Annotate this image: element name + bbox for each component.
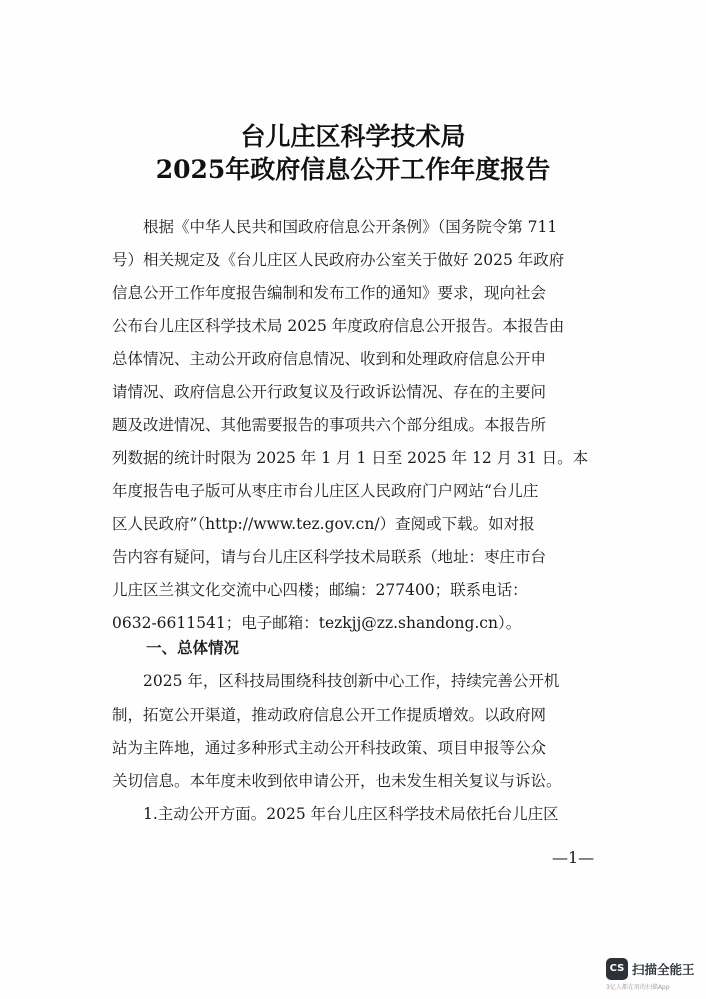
intro-paragraph-line: 年度报告电子版可从枣庄市台儿庄区人民政府门户网站“台儿庄 bbox=[112, 482, 539, 500]
watermark-app-name: 扫描全能王 bbox=[632, 962, 695, 977]
intro-paragraph-line: 0632-6611541；电子邮箱：tezkjj@zz.shandong.cn）。 bbox=[112, 614, 522, 632]
intro-paragraph-line: 根据《中华人民共和国政府信息公开条例》（国务院令第 711 bbox=[112, 218, 558, 236]
page-number: —1— bbox=[552, 848, 595, 867]
section-paragraph-line: 1.主动公开方面。2025 年台儿庄区科学技术局依托台儿庄区 bbox=[112, 805, 559, 823]
section-paragraph-line: 关切信息。本年度未收到依申请公开，也未发生相关复议与诉讼。 bbox=[112, 772, 562, 790]
intro-paragraph-line: 题及改进情况、其他需要报告的事项共六个部分组成。本报告所 bbox=[112, 416, 547, 434]
section-paragraph-line: 2025 年，区科技局围绕科技创新中心工作，持续完善公开机 bbox=[112, 672, 560, 690]
camscanner-logo-icon: CS bbox=[606, 958, 628, 980]
intro-paragraph-line: 请情况、政府信息公开行政复议及行政诉讼情况、存在的主要问 bbox=[112, 383, 547, 401]
intro-paragraph-line: 列数据的统计时限为 2025 年 1 月 1 日至 2025 年 12 月 31 日。本 bbox=[112, 449, 589, 467]
intro-paragraph-line: 告内容有疑问，请与台儿庄区科学技术局联系（地址：枣庄市台 bbox=[112, 548, 547, 566]
document-title-line-2: 2025年政府信息公开工作年度报告 bbox=[155, 155, 551, 184]
intro-paragraph-line: 信息公开工作年度报告编制和发布工作的通知》要求，现向社会 bbox=[112, 284, 547, 302]
document-title-line-1: 台儿庄区科学技术局 bbox=[240, 122, 466, 151]
section-heading-overview: 一、总体情况 bbox=[146, 639, 240, 657]
section-paragraph-line: 站为主阵地，通过多种形式主动公开科技政策、项目申报等公众 bbox=[112, 739, 547, 757]
intro-paragraph-line: 号）相关规定及《台儿庄区人民政府办公室关于做好 2025 年政府 bbox=[112, 251, 565, 269]
intro-paragraph-line: 儿庄区兰祺文化交流中心四楼；邮编：277400；联系电话： bbox=[112, 581, 528, 599]
scanner-app-watermark bbox=[606, 958, 702, 990]
intro-paragraph-line: 总体情况、主动公开政府信息情况、收到和处理政府信息公开申 bbox=[112, 350, 547, 368]
intro-paragraph-line: 区人民政府”（http://www.tez.gov.cn/）查阅或下载。如对报 bbox=[112, 515, 535, 533]
section-paragraph-line: 制，拓宽公开渠道，推动政府信息公开工作提质增效。以政府网 bbox=[112, 706, 547, 724]
watermark-tagline: 3亿人都在用的扫描App bbox=[606, 984, 670, 991]
intro-paragraph-line: 公布台儿庄区科学技术局 2025 年度政府信息公开报告。本报告由 bbox=[112, 317, 565, 335]
